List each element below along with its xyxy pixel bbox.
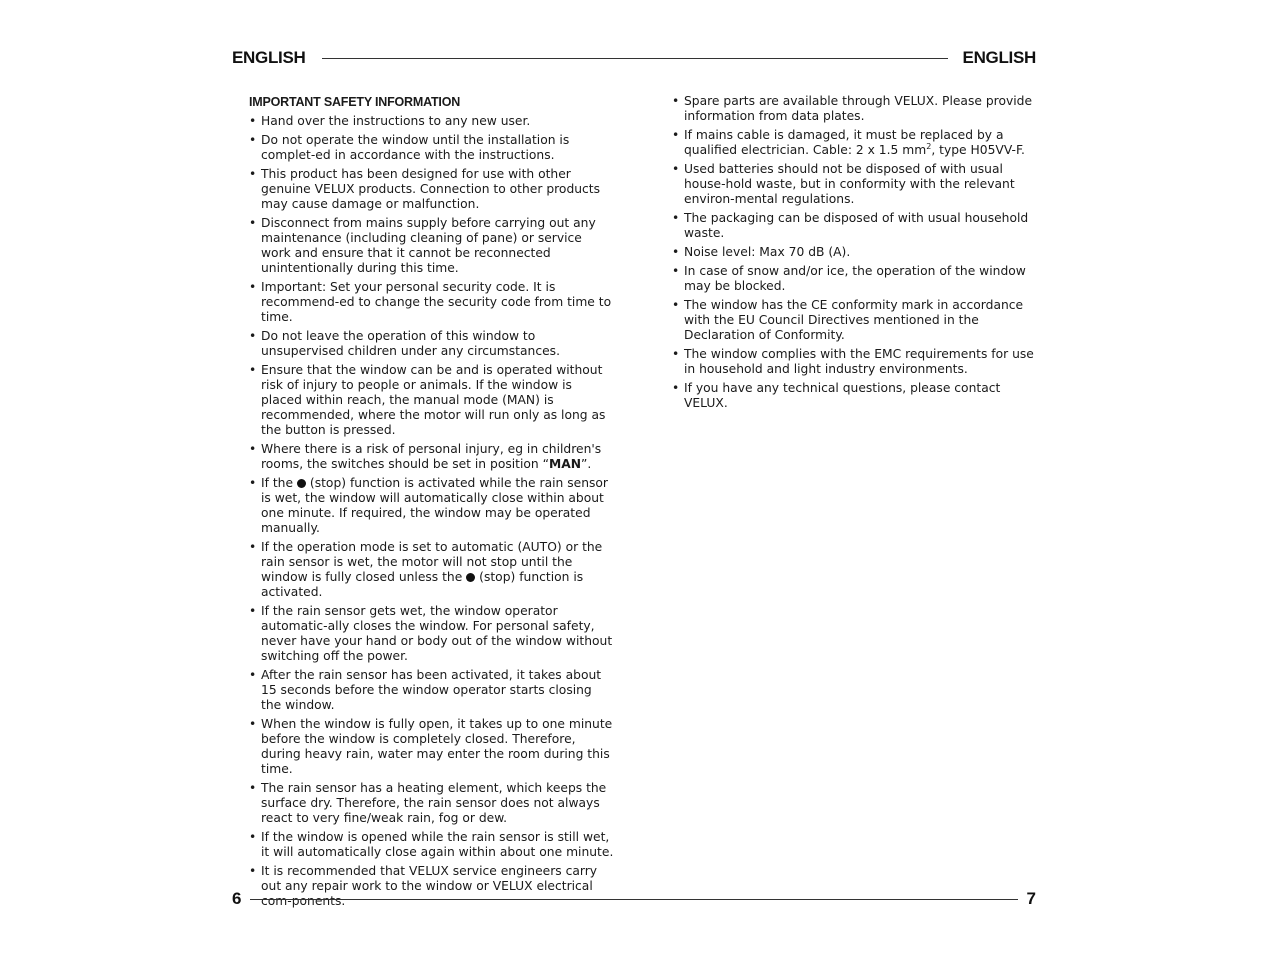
header-rule — [322, 58, 947, 59]
list-item — [249, 540, 615, 600]
list-item-text: If the operation mode is set to automatic (AUTO) or the rain sensor is wet, the motor will not stop until the window is fully closed unless the — [261, 540, 603, 584]
list-item: • In case of snow and/or ice, the operation of the window may be blocked. — [672, 264, 1038, 294]
left-language-label: ENGLISH — [232, 48, 306, 67]
list-item: • Hand over the instructions to any new user. — [249, 114, 615, 129]
stop-dot-icon — [466, 573, 475, 582]
list-item: • Do not leave the operation of this window to unsupervised children under any circumstances. — [249, 329, 615, 359]
list-item-text: , type H05VV-F. — [931, 143, 1025, 157]
right-page-number: 7 — [1026, 889, 1036, 908]
list-item-text: ”. — [581, 457, 592, 471]
info-list — [672, 94, 1038, 411]
man-mode-label: MAN — [549, 457, 582, 471]
page-footer — [232, 888, 1036, 910]
list-item: • Do not operate the window until the installation is complet-ed in accordance with the instructions. — [249, 133, 615, 163]
list-item: • If the window is opened while the rain sensor is still wet, it will automatically close again within about one minute. — [249, 830, 615, 860]
page-header — [232, 46, 1036, 70]
list-item: • Important: Set your personal security code. It is recommend-ed to change the security code from time to time. — [249, 280, 615, 325]
safety-list — [249, 114, 615, 909]
list-item: • The packaging can be disposed of with usual household waste. — [672, 211, 1038, 241]
list-item: • When the window is fully open, it takes up to one minute before the window is completely closed. Therefore, during heavy rain, water may enter the room during this time. — [249, 717, 615, 777]
list-item: • Noise level: Max 70 dB (A). — [672, 245, 1038, 260]
left-page-number: 6 — [232, 889, 242, 908]
list-item: • The rain sensor has a heating element, which keeps the surface dry. Therefore, the rain sensor does not always react to very fine/weak rain, fog or dew. — [249, 781, 615, 826]
list-item: • Disconnect from mains supply before carrying out any maintenance (including cleaning of pane) or service work and ensure that it cannot be reconnected unintentionally during this time. — [249, 216, 615, 276]
list-item: • This product has been designed for use with other genuine VELUX products. Connection to other products may cause damage or malfunction. — [249, 167, 615, 212]
list-item-text: If mains cable is damaged, it must be replaced by a qualified electrician. Cable: 2 x 1.5 mm — [684, 128, 1004, 157]
list-item-text: (stop) function is activated while the rain sensor is wet, the window will automatically close within about one minute. If required, the window may be operated manually. — [261, 476, 608, 535]
list-item: • If the rain sensor gets wet, the window operator automatic-ally closes the window. For personal safety, never have your hand or body out of the window without switching off the power. — [249, 604, 615, 664]
list-item-text: If the — [261, 476, 294, 490]
list-item: • Used batteries should not be disposed of with usual house-hold waste, but in conformity with the relevant environ-mental regulations. — [672, 162, 1038, 207]
list-item: • Ensure that the window can be and is operated without risk of injury to people or animals. If the window is placed within reach, the manual mode (MAN) is recommended, where the motor will run only as long as the button is pressed. — [249, 363, 615, 438]
right-column — [672, 94, 1038, 415]
list-item — [249, 476, 615, 536]
footer-rule — [250, 899, 1017, 900]
list-item — [672, 128, 1038, 158]
left-column — [249, 94, 615, 913]
superscript: 2 — [926, 141, 932, 151]
list-item-text: Where there is a risk of personal injury, eg in children's rooms, the switches should be set in position “ — [261, 442, 602, 471]
list-item: • Spare parts are available through VELUX. Please provide information from data plates. — [672, 94, 1038, 124]
list-item: • It is recommended that VELUX service engineers carry out any repair work to the window or VELUX electrical com-ponents. — [249, 864, 615, 909]
list-item: • If you have any technical questions, please contact VELUX. — [672, 381, 1038, 411]
section-title: IMPORTANT SAFETY INFORMATION — [249, 95, 461, 109]
list-item: • The window has the CE conformity mark in accordance with the EU Council Directives mentioned in the Declaration of Conformity. — [672, 298, 1038, 343]
right-language-label: ENGLISH — [962, 48, 1036, 67]
list-item: • After the rain sensor has been activated, it takes about 15 seconds before the window operator starts closing the window. — [249, 668, 615, 713]
list-item-text: (stop) function is activated. — [261, 570, 584, 599]
list-item — [249, 442, 615, 472]
stop-dot-icon — [297, 479, 306, 488]
list-item: • The window complies with the EMC requirements for use in household and light industry environments. — [672, 347, 1038, 377]
